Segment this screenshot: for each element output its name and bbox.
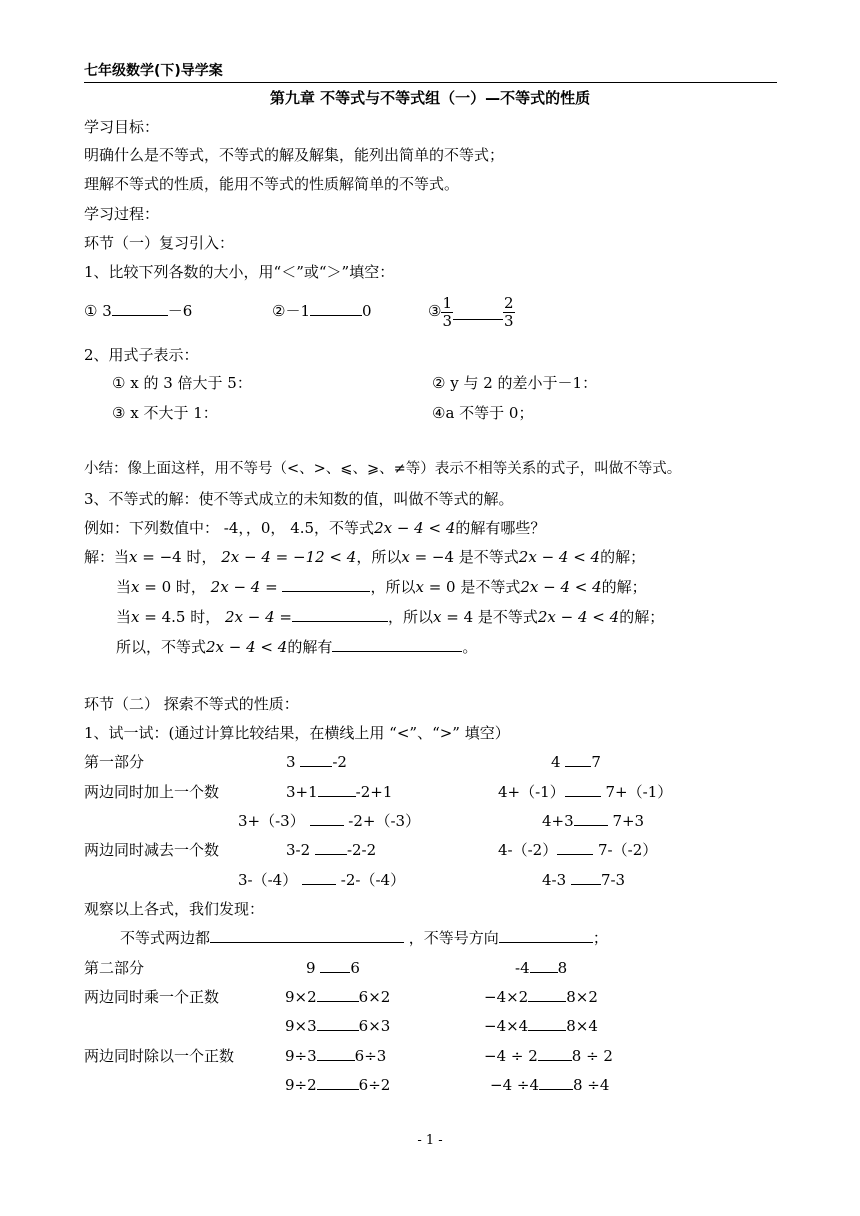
expr-left: 9÷2 <box>285 1076 317 1094</box>
pair-right: 6 <box>350 959 360 977</box>
so-text: ，所以 <box>356 548 402 566</box>
expr-left: −4 ÷ 2 <box>484 1047 538 1065</box>
answer-blank <box>528 1016 566 1031</box>
expr-right: 6÷3 <box>354 1047 387 1065</box>
div-row-2-b <box>490 1075 609 1095</box>
part1-pair-b <box>551 752 601 772</box>
answer-blank <box>539 1075 573 1090</box>
sub-row-1-a <box>286 840 376 860</box>
part2-label: 第二部分 <box>84 959 145 977</box>
x-value: = 0 时， <box>139 578 211 596</box>
finding-line <box>120 928 608 948</box>
part1-label: 第一部分 <box>84 753 145 771</box>
q1-item-c <box>428 292 515 330</box>
goal-item-2: 理解不等式的性质，能用不等式的性质解简单的不等式。 <box>84 175 460 193</box>
try-prompt: 1、试一试：(通过计算比较结果，在横线上用 “<”、“>” 填空） <box>84 724 510 742</box>
q1-a-label: ① <box>84 302 98 320</box>
solution-prefix: 当 <box>116 608 132 626</box>
x-value: = −4 时， <box>137 548 222 566</box>
variable-x: x <box>401 548 410 566</box>
finding-prefix: 不等式两边都 <box>120 929 211 947</box>
inequality-expr: 2x − 4 < 4 <box>374 519 456 537</box>
div-row-2-a <box>285 1075 390 1095</box>
expr-right: -2+1 <box>355 783 393 801</box>
add-row-1-b <box>498 782 672 802</box>
expr-right: 6÷2 <box>358 1076 391 1094</box>
answer-blank <box>565 782 601 797</box>
mul-row-2-a <box>285 1016 390 1036</box>
expr-left: −4×2 <box>484 988 529 1006</box>
variable-x: x <box>131 608 140 626</box>
expr-right: 8 ÷ 2 <box>571 1047 613 1065</box>
pair-left: 3 <box>286 753 296 771</box>
solution-end: 的解； <box>600 548 646 566</box>
answer-blank <box>499 928 593 943</box>
solution-conclusion <box>116 637 477 657</box>
fraction-numerator: 1 <box>442 293 452 312</box>
q2-item-3: ③ x 不大于 1： <box>112 404 218 422</box>
answer-blank <box>528 987 566 1002</box>
so-text: ，所以 <box>370 578 416 596</box>
div-label: 两边同时除以一个正数 <box>84 1047 235 1065</box>
solution-end: 的解； <box>601 578 647 596</box>
inequality-expr: 2x − 4 < 4 <box>206 638 288 656</box>
q1-b-right: 0 <box>362 302 372 320</box>
example-prompt-text: 例如：下列数值中： -4，，0， 4.5，不等式 <box>84 519 375 537</box>
expr-right: 8×2 <box>566 988 598 1006</box>
goal-item-1: 明确什么是不等式，不等式的解及解集，能列出简单的不等式； <box>84 146 505 164</box>
answer-blank <box>320 958 350 973</box>
page-title: 第九章 不等式与不等式组（一）—不等式的性质 <box>269 89 591 107</box>
expr-left: 3-（-4） <box>238 871 298 889</box>
answer-blank <box>310 811 344 826</box>
fraction-numerator: 2 <box>504 293 514 312</box>
evaluated-expr: 2x − 4 = <box>210 578 283 596</box>
fraction-one-third <box>441 295 453 330</box>
div-row-1-b <box>484 1046 613 1066</box>
answer-blank <box>538 1046 572 1061</box>
answer-blank <box>574 811 608 826</box>
mul-row-1-a <box>285 987 390 1007</box>
expr-left: 3+1 <box>286 783 318 801</box>
answer-blank <box>210 928 404 943</box>
pair-left: 4 <box>551 753 561 771</box>
answer-blank <box>453 305 503 320</box>
conclusion-mid: 的解有 <box>287 638 333 656</box>
solution-prefix: 解：当 <box>84 548 130 566</box>
expr-right: 7+（-1） <box>605 783 673 801</box>
course-header: 七年级数学(下)导学案 <box>84 63 223 79</box>
answer-blank <box>317 1075 359 1090</box>
q1-item-a <box>84 301 192 321</box>
solution-end: 的解； <box>619 608 665 626</box>
add-row-2-a <box>238 811 420 831</box>
solution-line-3 <box>116 607 664 627</box>
q1-b-label: ② <box>272 302 286 320</box>
q3-definition: 3、不等式的解：使不等式成立的未知数的值，叫做不等式的解。 <box>84 490 514 508</box>
fraction-two-thirds <box>503 295 515 330</box>
add-label: 两边同时加上一个数 <box>84 783 220 801</box>
expr-right: 6×2 <box>358 988 391 1006</box>
answer-blank <box>112 301 168 316</box>
pair-right: 8 <box>557 959 568 977</box>
expr-right: 7+3 <box>612 812 645 830</box>
expr-right: 7-3 <box>600 871 626 889</box>
div-row-1-a <box>285 1046 386 1066</box>
inequality-expr: 2x − 4 < 4 <box>518 548 601 566</box>
expr-left: 3+（-3） <box>238 812 305 830</box>
expr-right: 6×3 <box>358 1017 391 1035</box>
q2-item-2: ② y 与 2 的差小于－1： <box>432 374 598 392</box>
expr-right: 7-（-2） <box>598 841 658 859</box>
variable-x: x <box>415 578 424 596</box>
answer-blank <box>557 840 593 855</box>
expr-left: 4-3 <box>542 871 567 889</box>
solution-line-1 <box>84 547 645 567</box>
pair-right: -2 <box>332 753 347 771</box>
answer-blank <box>530 958 558 973</box>
fraction-denominator: 3 <box>504 311 514 330</box>
summary-text: 小结：像上面这样，用不等号（<、>、⩽、⩾、≠等）表示不相等关系的式子，叫做不等式。 <box>84 461 682 477</box>
add-row-1-a <box>286 782 392 802</box>
expr-left: 4+3 <box>542 812 574 830</box>
expr-right: -2+（-3） <box>348 812 421 830</box>
q1-prompt: 1、比较下列各数的大小，用“＜”或“＞”填空： <box>84 263 395 281</box>
part1-pair-a <box>286 752 347 772</box>
expr-left: 9÷3 <box>285 1047 317 1065</box>
conclusion-end: 。 <box>462 638 478 656</box>
expr-left: 9×2 <box>285 988 317 1006</box>
q1-c-label: ③ <box>428 302 442 320</box>
answer-blank <box>292 607 388 622</box>
answer-blank <box>310 301 362 316</box>
expr-left: −4 ÷4 <box>490 1076 539 1094</box>
answer-blank <box>315 840 347 855</box>
example-prompt-tail: 的解有哪些？ <box>455 519 546 537</box>
add-row-2-b <box>542 811 644 831</box>
pair-right: 7 <box>591 753 601 771</box>
q2-prompt: 2、用式子表示： <box>84 346 199 364</box>
observe-text: 观察以上各式，我们发现： <box>84 900 265 918</box>
sub-row-2-a <box>238 870 405 890</box>
variable-x: x <box>131 578 140 596</box>
finding-mid: ，不等号方向 <box>408 929 499 947</box>
q1-a-right: －6 <box>167 302 193 320</box>
answer-blank <box>302 870 336 885</box>
x-value: = 4.5 时， <box>139 608 225 626</box>
solution-line-2 <box>116 577 647 597</box>
q2-item-1: ① x 的 3 倍大于 5： <box>112 374 252 392</box>
q1-b-left: －1 <box>285 302 310 320</box>
answer-blank <box>332 637 462 652</box>
expr-left: 3-2 <box>286 841 311 859</box>
page-number: - 1 - <box>417 1133 443 1148</box>
part2-pair-a <box>306 958 360 978</box>
answer-blank <box>317 1016 359 1031</box>
example-prompt <box>84 518 545 538</box>
expr-right: -2-2 <box>346 841 377 859</box>
answer-blank <box>318 782 356 797</box>
finding-end: ； <box>592 929 608 947</box>
expr-left: 9×3 <box>285 1017 317 1035</box>
solution-prefix: 当 <box>116 578 132 596</box>
part2-pair-b <box>515 958 567 978</box>
answer-blank <box>317 1046 355 1061</box>
so-text: ，所以 <box>387 608 433 626</box>
pair-left: 9 <box>306 959 316 977</box>
goals-heading: 学习目标： <box>84 118 160 136</box>
inequality-expr: 2x − 4 < 4 <box>520 578 602 596</box>
expr-left: 4+（-1） <box>498 783 565 801</box>
q2-item-4: ④a 不等于 0； <box>432 404 534 422</box>
x-value-statement: = 0 是不等式 <box>423 578 521 596</box>
sub-row-1-b <box>498 840 657 860</box>
conclusion-prefix: 所以，不等式 <box>116 638 207 656</box>
mul-label: 两边同时乘一个正数 <box>84 988 220 1006</box>
mul-row-1-b <box>484 987 598 1007</box>
variable-x: x <box>433 608 442 626</box>
sub-row-2-b <box>542 870 625 890</box>
x-value-statement: = 4 是不等式 <box>441 608 538 626</box>
answer-blank <box>282 577 370 592</box>
expr-left: 4-（-2） <box>498 841 558 859</box>
section2-heading: 环节（二） 探索不等式的性质： <box>84 695 299 713</box>
header-rule <box>84 82 777 83</box>
evaluated-expr: 2x − 4 = <box>224 608 292 626</box>
x-value-statement: = −4 是不等式 <box>409 548 519 566</box>
pair-left: -4 <box>515 959 530 977</box>
expr-right: 8 ÷4 <box>573 1076 610 1094</box>
evaluated-expr: 2x − 4 = −12 < 4 <box>221 548 357 566</box>
process-heading: 学习过程： <box>84 205 160 223</box>
answer-blank <box>317 987 359 1002</box>
answer-blank <box>565 752 591 767</box>
expr-right: -2-（-4） <box>340 871 406 889</box>
answer-blank <box>571 870 601 885</box>
expr-right: 8×4 <box>566 1017 598 1035</box>
expr-left: −4×4 <box>484 1017 529 1035</box>
sub-label: 两边同时减去一个数 <box>84 841 220 859</box>
answer-blank <box>300 752 332 767</box>
fraction-denominator: 3 <box>442 311 452 330</box>
variable-x: x <box>129 548 138 566</box>
q1-a-left: 3 <box>102 302 112 320</box>
q1-item-b <box>272 301 372 321</box>
inequality-expr: 2x − 4 < 4 <box>537 608 620 626</box>
mul-row-2-b <box>484 1016 598 1036</box>
section1-heading: 环节（一）复习引入： <box>84 234 235 252</box>
